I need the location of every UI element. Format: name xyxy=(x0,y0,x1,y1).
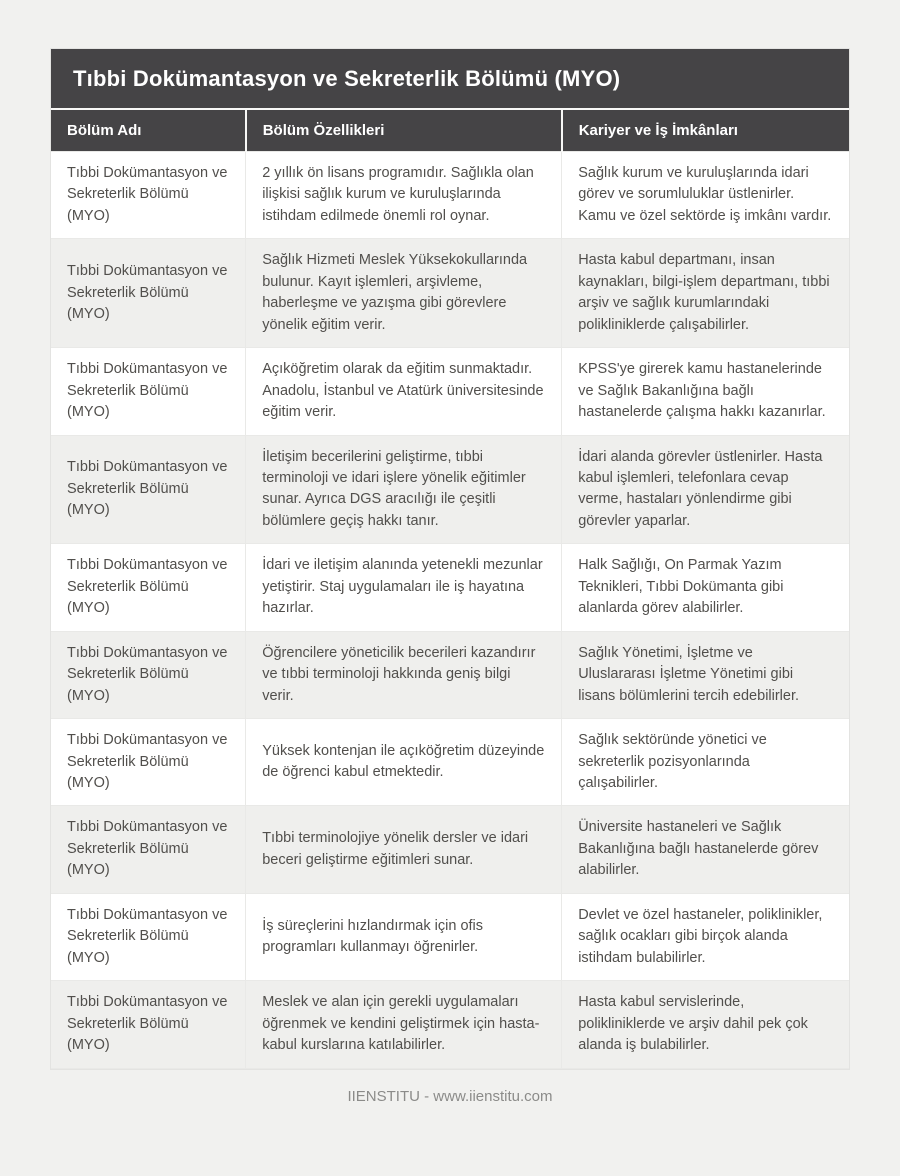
cell-department-name: Tıbbi Dokümantasyon ve Sekreterlik Bölümü (MYO) xyxy=(51,435,246,544)
cell-department-features: İletişim becerilerini geliştirme, tıbbi terminoloji ve idari işlere yönelik eğitimler sunar. Ayrıca DGS aracılığı ile çeşitli bölümlere geçiş hakkı tanır. xyxy=(246,435,562,544)
cell-career-opportunities: Hasta kabul departmanı, insan kaynakları, bilgi-işlem departmanı, tıbbi arşiv ve sağlık kurumlarındaki polikliniklerde çalışabilirler. xyxy=(562,239,849,348)
cell-department-features: Meslek ve alan için gerekli uygulamaları öğrenmek ve kendini geliştirmek için hasta-kabul kurslarına katılabilirler. xyxy=(246,981,562,1068)
cell-career-opportunities: Sağlık sektöründe yönetici ve sekreterlik pozisyonlarında çalışabilirler. xyxy=(562,719,849,806)
cell-career-opportunities: Üniversite hastaneleri ve Sağlık Bakanlığına bağlı hastanelerde görev alabilirler. xyxy=(562,806,849,893)
cell-department-name: Tıbbi Dokümantasyon ve Sekreterlik Bölümü (MYO) xyxy=(51,152,246,239)
cell-career-opportunities: Devlet ve özel hastaneler, poliklinikler, sağlık ocakları gibi birçok alanda istihdam bulabilirler. xyxy=(562,893,849,980)
table-row xyxy=(51,719,849,806)
table-row xyxy=(51,981,849,1068)
cell-department-name: Tıbbi Dokümantasyon ve Sekreterlik Bölümü (MYO) xyxy=(51,631,246,718)
table-row xyxy=(51,239,849,348)
cell-career-opportunities: KPSS'ye girerek kamu hastanelerinde ve Sağlık Bakanlığına bağlı hastanelerde çalışma hakkı kazanırlar. xyxy=(562,348,849,435)
column-header-bolum-adi: Bölüm Adı xyxy=(51,109,246,152)
page-title: Tıbbi Dokümantasyon ve Sekreterlik Bölümü (MYO) xyxy=(51,49,849,108)
cell-department-features: İş süreçlerini hızlandırmak için ofis programları kullanmayı öğrenirler. xyxy=(246,893,562,980)
table-row xyxy=(51,544,849,631)
cell-career-opportunities: İdari alanda görevler üstlenirler. Hasta kabul işlemleri, telefonlara cevap verme, hastaları yönlendirme gibi görevler yaparlar. xyxy=(562,435,849,544)
cell-department-features: 2 yıllık ön lisans programıdır. Sağlıkla olan ilişkisi sağlık kurum ve kuruluşlarında istihdam edilmede önemli rol oynar. xyxy=(246,152,562,239)
cell-career-opportunities: Hasta kabul servislerinde, polikliniklerde ve arşiv dahil pek çok alanda iş bulabilirler. xyxy=(562,981,849,1068)
table-row xyxy=(51,435,849,544)
cell-department-features: Açıköğretim olarak da eğitim sunmaktadır. Anadolu, İstanbul ve Atatürk üniversitesinde eğitim verir. xyxy=(246,348,562,435)
table-row xyxy=(51,806,849,893)
cell-department-features: Öğrencilere yöneticilik becerileri kazandırır ve tıbbi terminoloji hakkında geniş bilgi verir. xyxy=(246,631,562,718)
cell-department-name: Tıbbi Dokümantasyon ve Sekreterlik Bölümü (MYO) xyxy=(51,348,246,435)
table-body xyxy=(51,152,849,1069)
table-header xyxy=(51,109,849,152)
cell-department-name: Tıbbi Dokümantasyon ve Sekreterlik Bölümü (MYO) xyxy=(51,806,246,893)
column-header-kariyer: Kariyer ve İş İmkânları xyxy=(562,109,849,152)
cell-department-features: Yüksek kontenjan ile açıköğretim düzeyinde de öğrenci kabul etmektedir. xyxy=(246,719,562,806)
cell-department-name: Tıbbi Dokümantasyon ve Sekreterlik Bölümü (MYO) xyxy=(51,544,246,631)
cell-department-name: Tıbbi Dokümantasyon ve Sekreterlik Bölümü (MYO) xyxy=(51,981,246,1068)
cell-department-features: Sağlık Hizmeti Meslek Yüksekokullarında bulunur. Kayıt işlemleri, arşivleme, haberleşme ve yazışma gibi görevlere yönelik eğitim verir. xyxy=(246,239,562,348)
table-row xyxy=(51,631,849,718)
cell-department-features: Tıbbi terminolojiye yönelik dersler ve idari beceri geliştirme eğitimleri sunar. xyxy=(246,806,562,893)
footer-credit: IIENSTITU - www.iienstitu.com xyxy=(347,1087,553,1105)
cell-career-opportunities: Sağlık Yönetimi, İşletme ve Uluslararası İşletme Yönetimi gibi lisans bölümlerini tercih edebilirler. xyxy=(562,631,849,718)
department-table-card xyxy=(50,48,850,1070)
cell-career-opportunities: Halk Sağlığı, On Parmak Yazım Teknikleri, Tıbbi Dokümanta gibi alanlarda görev alabilirler. xyxy=(562,544,849,631)
cell-career-opportunities: Sağlık kurum ve kuruluşlarında idari görev ve sorumluluklar üstlenirler. Kamu ve özel sektörde iş imkânı vardır. xyxy=(562,152,849,239)
cell-department-name: Tıbbi Dokümantasyon ve Sekreterlik Bölümü (MYO) xyxy=(51,719,246,806)
cell-department-name: Tıbbi Dokümantasyon ve Sekreterlik Bölümü (MYO) xyxy=(51,893,246,980)
table-row xyxy=(51,152,849,239)
cell-department-features: İdari ve iletişim alanında yetenekli mezunlar yetiştirir. Staj uygulamaları ile iş hayatına hazırlar. xyxy=(246,544,562,631)
table-header-row xyxy=(51,109,849,152)
column-header-bolum-ozellikleri: Bölüm Özellikleri xyxy=(246,109,562,152)
table-row xyxy=(51,348,849,435)
cell-department-name: Tıbbi Dokümantasyon ve Sekreterlik Bölümü (MYO) xyxy=(51,239,246,348)
table-row xyxy=(51,893,849,980)
department-table xyxy=(51,108,849,1069)
